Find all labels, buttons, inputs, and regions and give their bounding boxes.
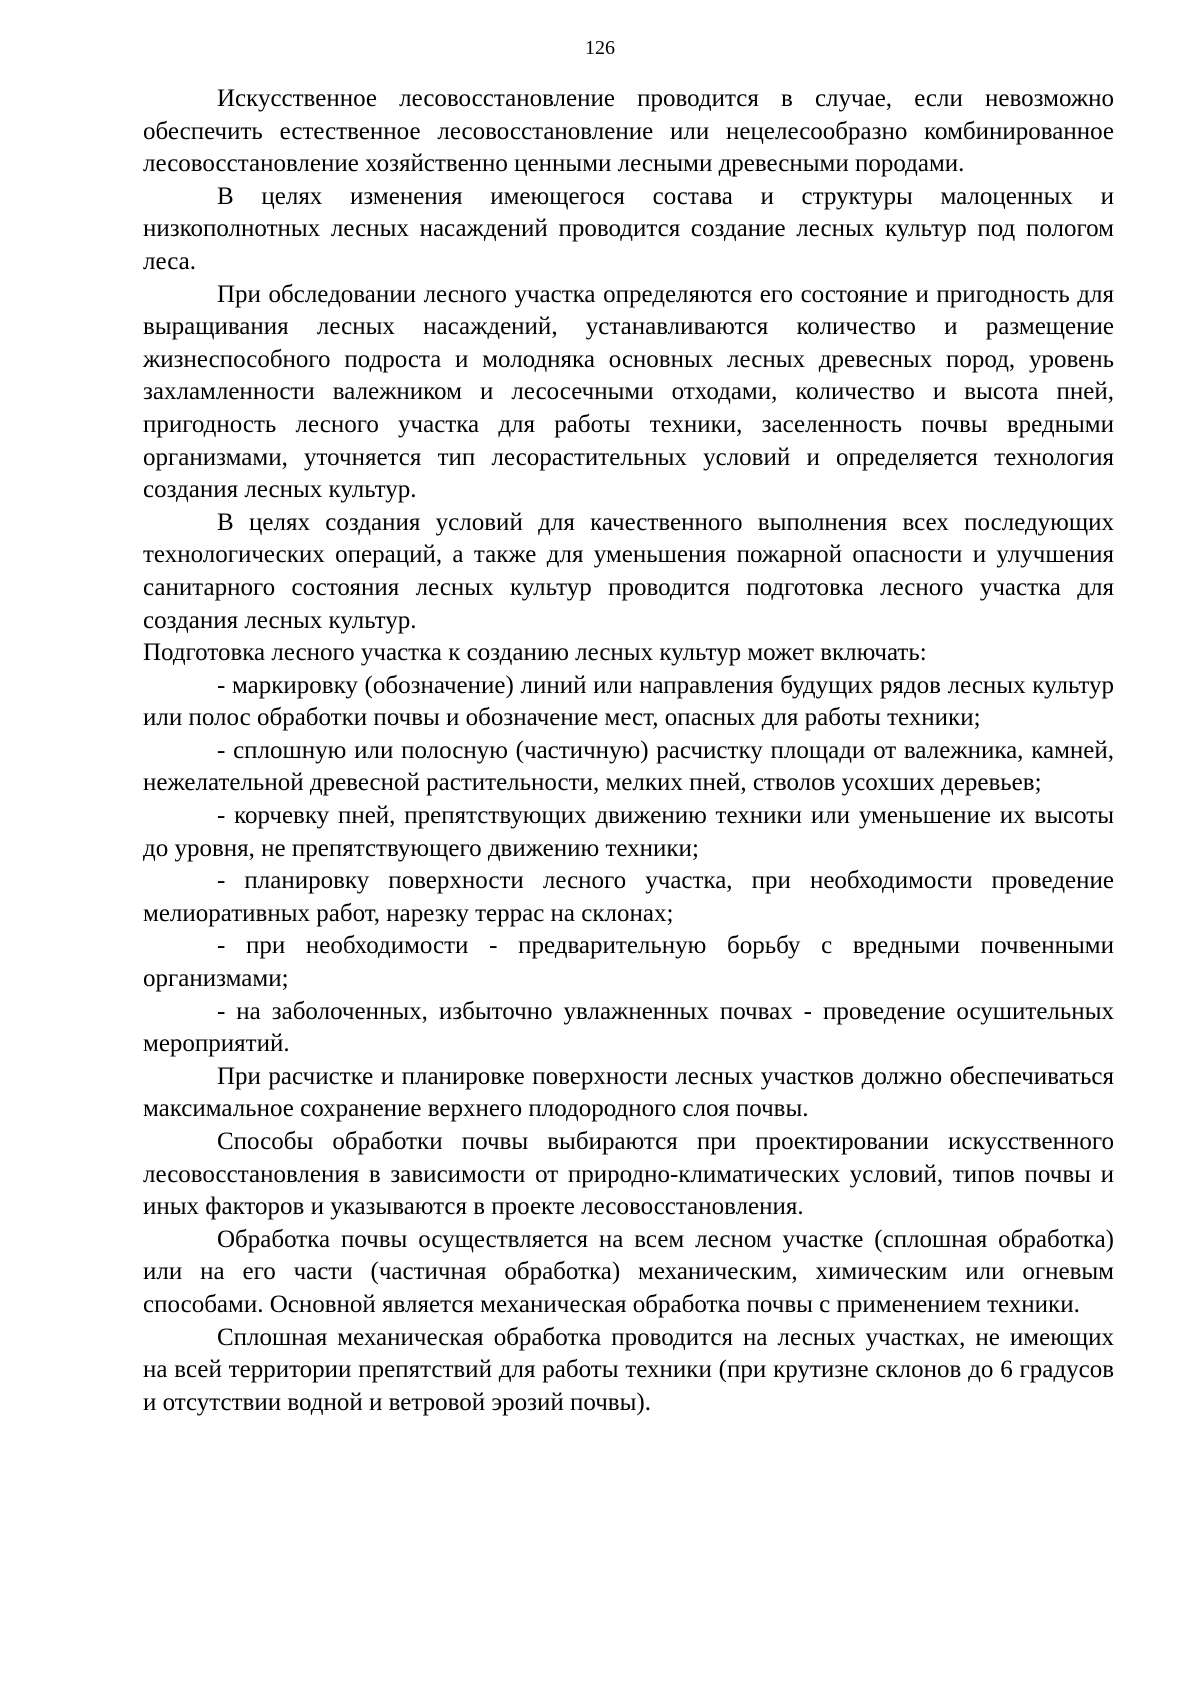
paragraph-3: При обследовании лесного участка определяются его состояние и пригодность для выращивания лесных насаждений, устанавливаются количество и размещение жизнеспособного подроста и молодняка основных лесных древесных пород, уровень захламленности валежником и лесосечными отходами, количество и высота пней, пригодность лесного участка для работы техники, заселенность почвы вредными организмами, уточняется тип лесорастительных условий и определяется технология создания лесных культур. (143, 280, 1114, 504)
paragraph-continuous-treatment: Сплошная механическая обработка проводится на лесных участках, не имеющих на всей территории препятствий для работы техники (при крутизне склонов до 6 градусов и отсутствии водной и ветровой эрозий почвы). (143, 1323, 1114, 1416)
paragraph-soil-methods: Способы обработки почвы выбираются при проектировании искусственного лесовосстановления в зависимости от природно-климатических условий, типов почвы и иных факторов и указываются в проекте лесовосстановления. (143, 1128, 1114, 1221)
list-item-pest-control: - при необходимости - предварительную борьбу с вредными почвенными организмами; (143, 932, 1114, 993)
body-text (143, 83, 1114, 1419)
paragraph-soil-treatment: Обработка почвы осуществляется на всем лесном участке (сплошная обработка) или на его части (частичная обработка) механическим, химическим или огневым способами. Основной является механическая обработка почвы с применением техники. (143, 1225, 1114, 1318)
list-item-marking: - маркировку (обозначение) линий или направления будущих рядов лесных культур или полос обработки почвы и обозначение мест, опасных для работы техники; (143, 671, 1114, 732)
paragraph-2: В целях изменения имеющегося состава и структуры малоценных и низкополнотных лесных насаждений проводится создание лесных культур под пологом леса. (143, 182, 1114, 275)
list-item-stump-removal: - корчевку пней, препятствующих движению техники или уменьшение их высоты до уровня, не препятствующего движению техники; (143, 802, 1114, 862)
page-number: 126 (585, 37, 615, 59)
paragraph-4: В целях создания условий для качественного выполнения всех последующих технологических операций, а также для уменьшения пожарной опасности и улучшения санитарного состояния лесных культур проводится подготовка лесного участка для создания лесных культур. (143, 508, 1114, 634)
list-item-leveling: - планировку поверхности лесного участка, при необходимости проведение мелиоративных работ, нарезку террас на склонах; (143, 867, 1114, 927)
paragraph-soil-preservation: При расчистке и планировке поверхности лесных участков должно обеспечиваться максимальное сохранение верхнего плодородного слоя почвы. (143, 1062, 1114, 1123)
paragraph-1: Искусственное лесовосстановление проводится в случае, если невозможно обеспечить естественное лесовосстановление или нецелесообразно комбинированное лесовосстановление хозяйственно ценными лесными древесными породами. (143, 85, 1114, 178)
list-item-clearing: - сплошную или полосную (частичную) расчистку площади от валежника, камней, нежелательной древесной растительности, мелких пней, стволов усохших деревьев; (143, 736, 1114, 797)
list-intro: Подготовка лесного участка к созданию лесных культур может включать: (143, 639, 927, 667)
list-item-drainage: - на заболоченных, избыточно увлажненных почвах - проведение осушительных мероприятий. (143, 997, 1114, 1058)
